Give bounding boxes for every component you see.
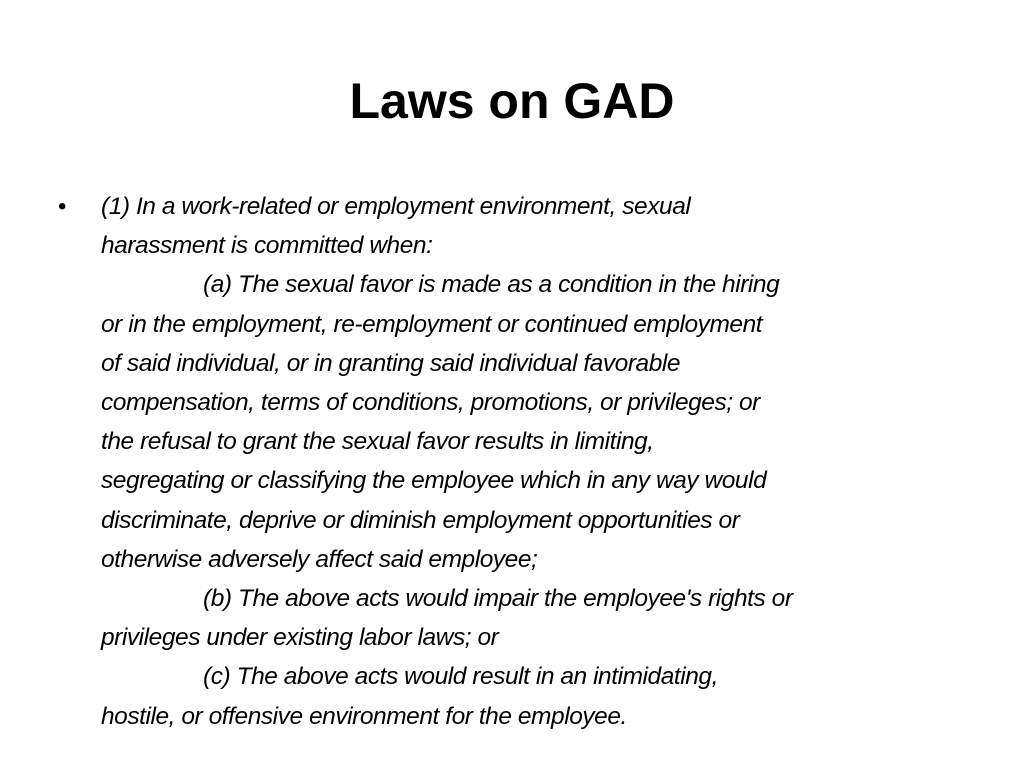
text-line: harassment is committed when: xyxy=(101,232,433,260)
slide-content xyxy=(58,187,978,736)
text-line: (1) In a work-related or employment environment, sexual xyxy=(101,193,691,220)
clause-c-line: (c) The above acts would result in an intimidating, xyxy=(203,663,718,691)
text-line: compensation, terms of conditions, promotions, or privileges; or xyxy=(101,389,760,417)
slide-title: Laws on GAD xyxy=(349,73,675,129)
text-line: or in the employment, re-employment or continued employment xyxy=(101,310,763,338)
bullet-marker: • xyxy=(58,193,67,220)
clause-a-line: (a) The sexual favor is made as a condition in the hiring xyxy=(203,271,780,299)
text-line: discriminate, deprive or diminish employment opportunities or xyxy=(101,506,740,534)
bullet-text xyxy=(101,187,981,736)
text-line: of said individual, or in granting said individual favorable xyxy=(101,349,681,377)
text-line: hostile, or offensive environment for the employee. xyxy=(101,702,627,730)
clause-b-line: (b) The above acts would impair the employee's rights or xyxy=(203,585,793,613)
text-line: privileges under existing labor laws; or xyxy=(101,624,499,652)
text-line: the refusal to grant the sexual favor results in limiting, xyxy=(101,428,654,456)
text-line: otherwise adversely affect said employee; xyxy=(101,545,538,573)
text-line: segregating or classifying the employee which in any way would xyxy=(101,467,767,495)
